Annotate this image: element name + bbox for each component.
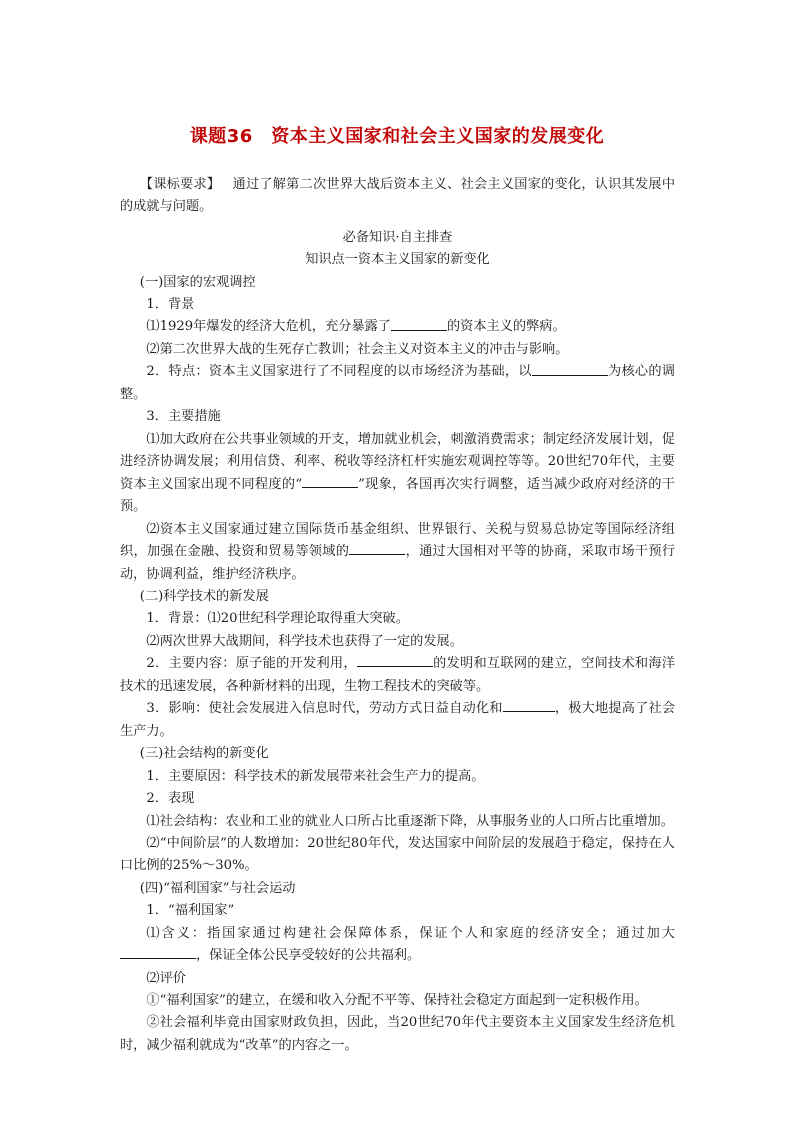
- item-soc-performance-1: ⑴社会结构：农业和工业的就业人口所占比重逐渐下降，从事服务业的人口所占比重增加。: [146, 813, 674, 829]
- item-measures-1: ⑴加大政府在公共事业领域的开支，增加就业机会，刺激消费需求；制定经济发展计划，促进经济协调发展；利用信贷、利率、税收等经济杠杆实施宏观调控等等。20世纪70年代，主要资本主义国家出现不同程度的“ ”现象，各国再次实行调整，适当减少政府对经济的干预。: [120, 431, 675, 515]
- heading-social-structure: (三)社会结构的新变化: [139, 746, 269, 762]
- standard-label: 【课标要求】: [139, 177, 221, 192]
- item-sci-background: 1．背景：⑴20世纪科学理论取得重大突破。: [146, 611, 409, 627]
- fill-blank[interactable]: [302, 474, 358, 488]
- fill-blank[interactable]: [391, 316, 447, 330]
- fill-blank[interactable]: [349, 541, 405, 555]
- item-soc-performance: 2．表现: [146, 791, 195, 807]
- page-title: 课题36 资本主义国家和社会主义国家的发展变化: [189, 126, 605, 147]
- item-background-2: ⑵第二次世界大战的生死存亡教训；社会主义对资本主义的冲击与影响。: [146, 342, 569, 358]
- item-welfare-evaluation: ⑵评价: [146, 970, 186, 986]
- item-background-1: ⑴1929年爆发的经济大危机，充分暴露了 的资本主义的弊病。: [120, 316, 675, 339]
- item-welfare-eval-2: ②社会福利毕竟由国家财政负担，因此，当20世纪70年代主要资本主义国家发生经济危机时，减少福利就成为“改革”的内容之一。: [120, 1015, 675, 1053]
- curriculum-standard: [120, 174, 675, 219]
- fill-blank[interactable]: [503, 698, 555, 712]
- item-welfare: 1．“福利国家”: [146, 903, 235, 919]
- heading-macro-control: (一)国家的宏观调控: [139, 274, 256, 290]
- subsection-title: 知识点一资本主义国家的新变化: [305, 252, 490, 268]
- item-sci-impact: 3．影响：使社会发展进入信息时代，劳动方式日益自动化和 ，极大地提高了社会生产力。: [120, 698, 675, 743]
- item-welfare-eval-1: ①“福利国家”的建立，在缓和收入分配不平等、保持社会稳定方面起到一定积极作用。: [146, 992, 648, 1008]
- document-body: [120, 174, 675, 1057]
- fill-blank[interactable]: [357, 653, 433, 667]
- item-background: 1．背景: [146, 297, 195, 313]
- item-soc-cause: 1．主要原因：科学技术的新发展带来社会生产力的提高。: [146, 768, 485, 784]
- item-features: 2．特点：资本主义国家进行了不同程度的以市场经济为基础，以 为核心的调整。: [120, 361, 675, 406]
- item-welfare-meaning: ⑴含义：指国家通过构建社会保障体系，保证个人和家庭的经济安全；通过加大，保证全体公民享受较好的公共福利。: [120, 923, 675, 968]
- item-sci-content: 2．主要内容：原子能的开发利用， 的发明和互联网的建立，空间技术和海洋技术的迅速发展，各种新材料的出现，生物工程技术的突破等。: [120, 653, 675, 698]
- item-measures: 3．主要措施: [146, 409, 221, 425]
- heading-welfare-state: (四)“福利国家”与社会运动: [139, 880, 296, 896]
- fill-blank[interactable]: [532, 361, 608, 375]
- heading-science-tech: (二)科学技术的新发展: [139, 589, 269, 605]
- fill-blank[interactable]: [120, 945, 196, 959]
- section-title: 必备知识·自主排查: [342, 229, 453, 245]
- item-soc-performance-2: ⑵“中间阶层”的人数增加：20世纪80年代，发达国家中间阶层的发展趋于稳定，保持在人口比例的25%～30%。: [120, 835, 675, 874]
- item-measures-2: ⑵资本主义国家通过建立国际货币基金组织、世界银行、关税与贸易总协定等国际经济组织，加强在金融、投资和贸易等领域的 ，通过大国相对平等的协商，采取市场干预行动，协调利益，维护经济秩序。: [120, 521, 676, 582]
- standard-text: 通过了解第二次世界大战后资本主义、社会主义国家的变化，认识其发展中的成就与问题。: [120, 177, 676, 215]
- item-sci-background-2: ⑵两次世界大战期间，科学技术也获得了一定的发展。: [146, 633, 463, 649]
